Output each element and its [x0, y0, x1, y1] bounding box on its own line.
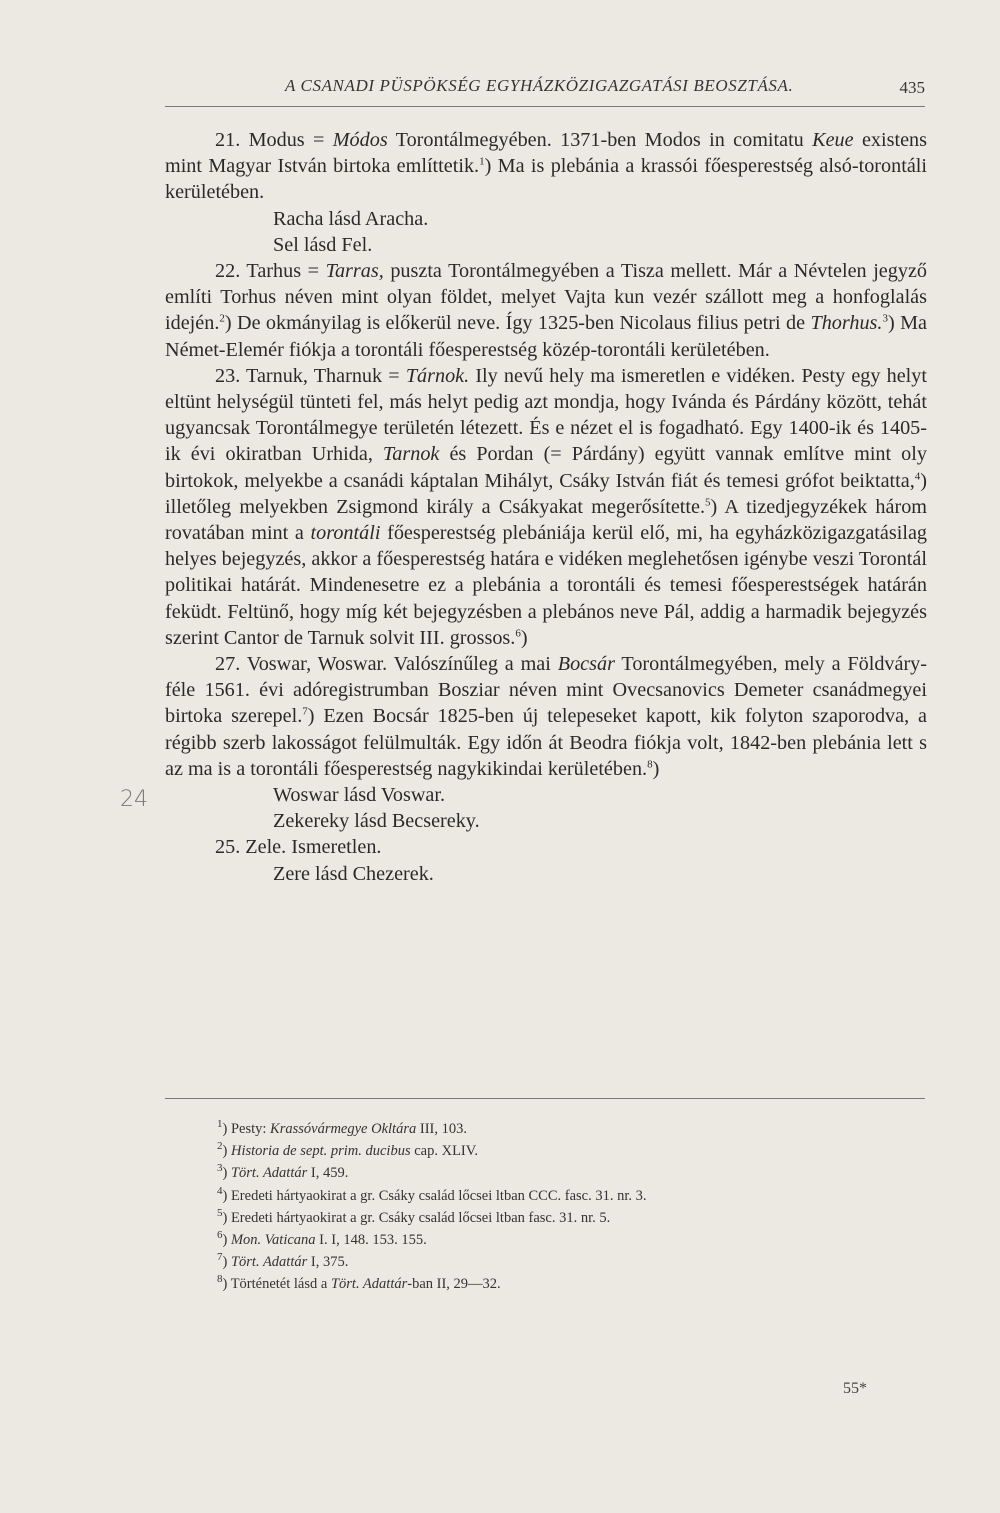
text-run: ) illetőleg melyekben Zsigmond király a Csákyakat megerősítette.: [165, 469, 927, 518]
text-run: ) Ezen Bocsár 1825-ben új telepeseket kapott, kik folyton szaporodva, a régibb szerb lakosságot felülmulták. Egy időn át Beodra fiókja volt, 1842-ben plebánia lett s az ma is a torontáli főesperestség nagykikindai kerületében.: [165, 705, 927, 780]
text-run: Torontálmegyében, mely a Földváry-féle 1561. évi adóregistrumban Bosziar néven mint Ovecsanovics Demeter csanádmegyei birtoka szerepel.: [165, 653, 928, 728]
footnote-ref: 1: [479, 155, 485, 168]
entry-zekereky: Zekereky lásd Becsereky.: [273, 810, 480, 833]
entry-sel: Sel lásd Fel.: [273, 233, 373, 256]
page-number: 435: [899, 78, 925, 97]
footnote-7: [217, 1251, 917, 1273]
footnote-number: 2: [217, 1140, 223, 1153]
text-run: ) Pesty:: [222, 1121, 271, 1137]
text-run: ): [222, 1165, 231, 1182]
text-run: ): [222, 1143, 231, 1160]
text-run: ) Eredeti hártyaokirat a gr. Csáky család lőcsei ltban fasc. 31. nr. 5.: [222, 1209, 611, 1226]
text-run: ): [222, 1254, 231, 1271]
header-rule: [165, 106, 925, 107]
italic-run: Tört. Adattár: [330, 1276, 408, 1293]
footnote-6: [217, 1229, 917, 1251]
text-run: 23. Tarnuk, Tharnuk =: [215, 364, 406, 387]
footnote-number: 8: [217, 1273, 223, 1286]
footnote-3: [217, 1162, 917, 1184]
main-text: [165, 127, 927, 887]
text-run: és Pordan (= Párdány) együtt vannak említve mint oly birtokok, melyekbe a csanádi káptalan Mihályt, Csáky István fiát és temesi grófot beiktatta,: [165, 443, 927, 492]
footnote-5: [217, 1207, 917, 1229]
italic-run: Tárnok.: [405, 364, 470, 387]
entry-zere: Zere lásd Chezerek.: [273, 862, 434, 885]
text-run: 22. Tarhus =: [215, 260, 326, 283]
text-run: puszta Torontálmegyében a Tisza mellett. Már a Névtelen jegyző említi Torhus néven mint olyan földet, melyet Vajta kun vezér szállott meg a honfoglalás idején.: [165, 260, 927, 335]
footnote-ref: 5: [705, 496, 711, 509]
page-header: [165, 76, 925, 100]
footnote-number: 3: [217, 1162, 223, 1175]
footnote-number: 6: [217, 1229, 223, 1242]
text-run: cap. XLIV.: [410, 1143, 478, 1160]
entry-tarnuk: [165, 363, 927, 651]
italic-run: Tarras,: [325, 260, 384, 283]
footnote-ref: 4: [914, 469, 921, 482]
text-run: ) De okmányilag is előkerül neve. Így 1325-ben Nicolaus filius petri de: [224, 312, 811, 335]
text-run: I, 375.: [307, 1254, 349, 1271]
sheet-signature: 55*: [843, 1380, 867, 1397]
text-run: 27. Voswar, Woswar. Valószínűleg a mai: [215, 653, 558, 676]
italic-run: torontáli: [310, 522, 381, 545]
text-run: 21. Modus =: [215, 129, 333, 151]
footnote-number: 4: [217, 1184, 223, 1197]
entry-woswar: Woswar lásd Voswar.: [273, 784, 446, 807]
text-run: existens mint Magyar István birtoka említtetik.: [165, 129, 927, 178]
text-run: Torontálmegyében. 1371-ben Modos in comitatu: [387, 129, 813, 151]
text-run: Ily nevű hely ma ismeretlen e vidéken. Pesty egy helyt eltünt helységül tünteti fel, más helyt pedig azt mondja, hogy Ivánda és Párdány között, tehát ugyancsak Torontálmegye területén létezett. És e nézet el is fogadható. Egy 1400-ik és 1405-ik évi okiratban Urhida,: [165, 364, 927, 466]
entry-modus: [165, 127, 927, 206]
text-run: ): [652, 757, 660, 780]
italic-run: Tarnok: [382, 443, 440, 466]
text-run: III, 103.: [416, 1121, 467, 1137]
footnote-ref: 2: [219, 312, 225, 325]
text-run: ) A tizedjegyzékek három rovatában mint a: [165, 495, 928, 545]
footnote-number: 5: [217, 1206, 223, 1219]
footnote-4: [217, 1185, 917, 1207]
text-run: ) Történetét lásd a: [222, 1276, 331, 1293]
entry-voswar: [165, 651, 927, 782]
text-run: főesperestség plebániája kerül elő, mi, ha egyházközigazgatásilag helyes bejegyzés, akkor a főesperestség határa e vidéken meglehetősen igénybe veszi Torontál politikai határát. Mindenesetre ez a plebánia a torontáli és temesi főesperestségek határán feküdt. Feltünő, hogy míg két bejegyzésben a plebános neve Pál, addig a harmadik bejegyzés szerint Cantor de Tarnuk solvit III. grossos.: [165, 522, 928, 649]
italic-run: Thorhus.: [810, 312, 883, 335]
margin-annotation: 24: [120, 787, 148, 812]
italic-run: Keue: [812, 129, 854, 151]
footnote-number: 1: [217, 1118, 223, 1131]
italic-run: Tört. Adattár: [230, 1165, 308, 1182]
footnote-8: [217, 1273, 917, 1295]
text-run: ) Ma Német-Elemér fiókja a torontáli főesperestség közép-torontáli kerületében.: [165, 312, 928, 361]
footnote-ref: 8: [647, 758, 653, 771]
footnote-ref: 6: [515, 627, 521, 640]
italic-run: Tört. Adattár: [230, 1254, 308, 1271]
text-run: I. I, 148. 153. 155.: [315, 1232, 427, 1249]
text-run: ): [520, 626, 528, 649]
running-title: A CSANADI PÜSPÖKSÉG EGYHÁZKÖZIGAZGATÁSI BEOSZTÁSA.: [285, 76, 794, 95]
entry-tarhus: [165, 258, 927, 363]
italic-run: Módos: [332, 129, 388, 151]
entry-racha: Racha lásd Aracha.: [273, 207, 429, 230]
italic-run: Krassóvármegye Okltára: [270, 1121, 417, 1137]
italic-run: Mon. Vaticana: [230, 1232, 316, 1249]
text-run: ): [222, 1232, 231, 1249]
footnotes: [217, 1118, 917, 1296]
italic-run: Bocsár: [557, 653, 615, 676]
text-run: I, 459.: [307, 1165, 349, 1182]
footnote-1: [217, 1118, 917, 1140]
footnote-ref: 7: [302, 705, 308, 718]
entry-zele: 25. Zele. Ismeretlen.: [215, 836, 382, 859]
footnote-2: [217, 1140, 917, 1162]
text-run: ) Eredeti hártyaokirat a gr. Csáky család lőcsei ltban CCC. fasc. 31. nr. 3.: [222, 1187, 647, 1204]
footnote-ref: 3: [882, 312, 888, 325]
text-run: -ban II, 29—32.: [407, 1276, 501, 1293]
footnote-rule: [165, 1098, 925, 1099]
footnote-number: 7: [217, 1251, 223, 1264]
text-run: ) Ma is plebánia a krassói főesperestség alsó-torontáli kerületében.: [165, 155, 927, 204]
italic-run: Historia de sept. prim. ducibus: [230, 1143, 411, 1160]
